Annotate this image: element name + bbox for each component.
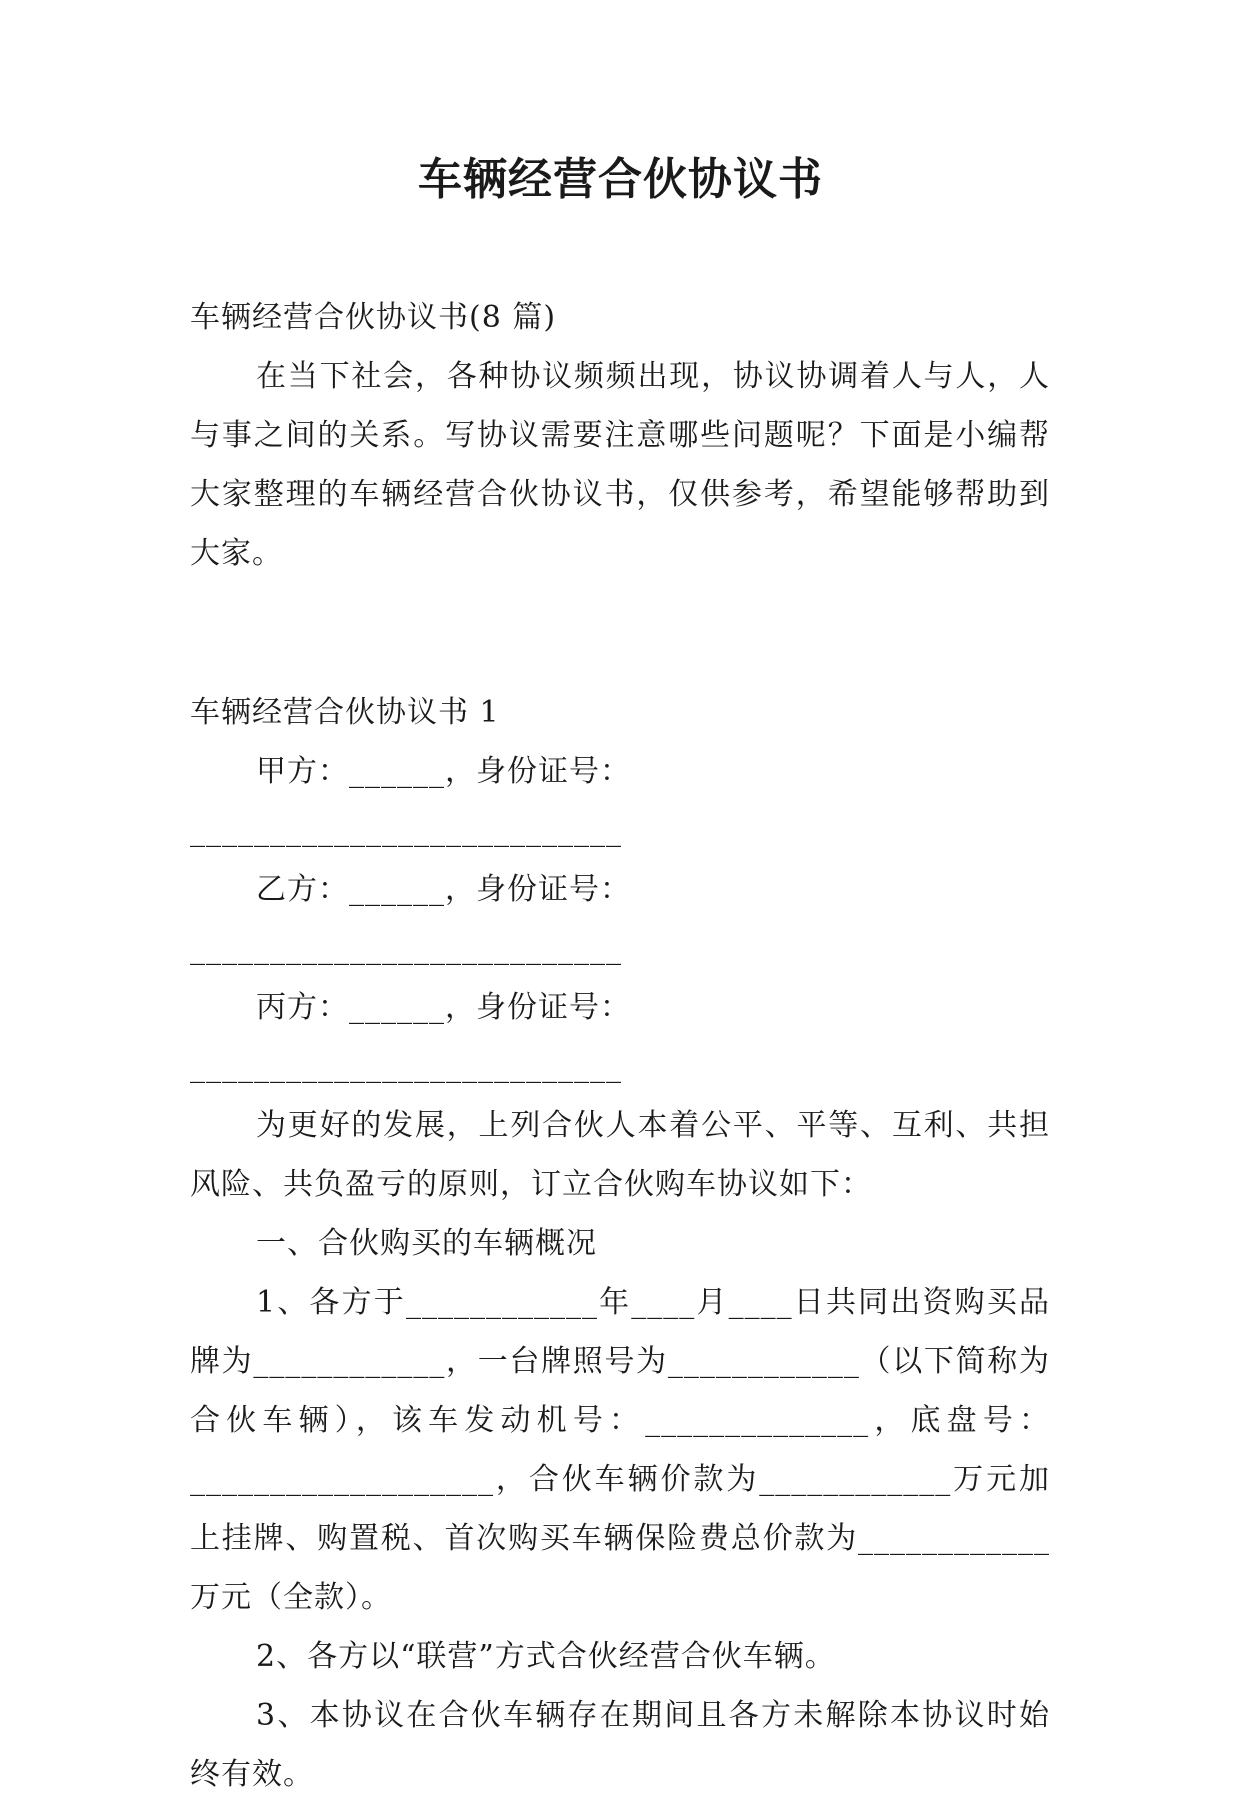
party-c-line: 丙方：______，身份证号：___________________________ bbox=[190, 990, 631, 1084]
preamble-paragraph: 为更好的发展，上列合伙人本着公平、平等、互利、共担风险、共负盈亏的原则，订立合伙购车协议如下： bbox=[190, 1108, 1050, 1202]
document-title: 车辆经营合伙协议书 bbox=[418, 154, 823, 205]
party-a-line: 甲方：______，身份证号：___________________________ bbox=[190, 754, 631, 848]
section-spacer bbox=[190, 583, 1050, 683]
clause-3-paragraph: 3、本协议在合伙车辆存在期间且各方未解除本协议时始终有效。 bbox=[190, 1698, 1050, 1792]
section-heading: 车辆经营合伙协议书 1 bbox=[190, 695, 500, 730]
clause-2-paragraph: 2、各方以“联营”方式合伙经营合伙车辆。 bbox=[256, 1639, 836, 1674]
clause-1-paragraph: 1、各方于____________年____月____日共同出资购买品牌为____________，一台牌照号为____________（以下简称为合伙车辆），该车发动机号：______________，底盘号：___________________，合伙车辆价款为____________万元加上挂牌、购置税、首次购买车辆保险费总价款为____________万元（全款）。 bbox=[190, 1285, 1050, 1615]
clause-heading: 一、合伙购买的车辆概况 bbox=[256, 1226, 597, 1261]
document-subtitle: 车辆经营合伙协议书(8 篇) bbox=[190, 300, 557, 335]
party-b-line: 乙方：______，身份证号：___________________________ bbox=[190, 872, 631, 966]
intro-paragraph: 在当下社会，各种协议频频出现，协议协调着人与人，人与事之间的关系。写协议需要注意哪些问题呢？下面是小编帮大家整理的车辆经营合伙协议书，仅供参考，希望能够帮助到大家。 bbox=[190, 359, 1050, 571]
document-body bbox=[190, 288, 1050, 1804]
